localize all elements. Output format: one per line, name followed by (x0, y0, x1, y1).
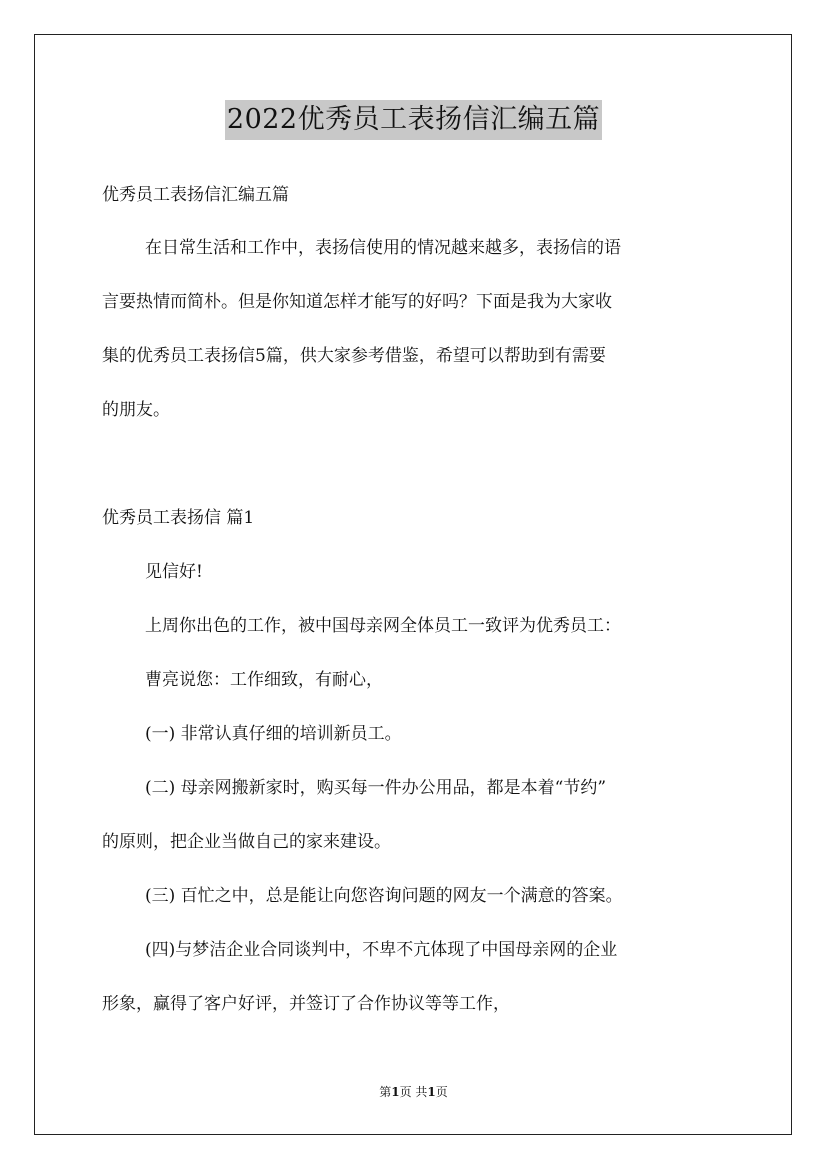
intro-line-2: 言要热情而简朴。但是你知道怎样才能写的好吗？下面是我为大家收 (102, 292, 612, 312)
letter-item-3: (三) 百忙之中，总是能让向您咨询问题的网友一个满意的答案。 (145, 886, 623, 906)
title-container (0, 100, 827, 140)
document-title: 2022优秀员工表扬信汇编五篇 (225, 100, 602, 140)
intro-line-3: 集的优秀员工表扬信5篇，供大家参考借鉴，希望可以帮助到有需要 (102, 346, 606, 366)
footer-page-number: 1 (391, 1085, 400, 1099)
document-subtitle: 优秀员工表扬信汇编五篇 (102, 185, 289, 205)
footer-mid: 页 共 (399, 1085, 428, 1099)
intro-line-1: 在日常生活和工作中，表扬信使用的情况越来越多，表扬信的语 (145, 238, 621, 258)
footer-suffix: 页 (435, 1085, 448, 1099)
letter-item-4-cont: 形象，赢得了客户好评，并签订了合作协议等等工作， (102, 994, 510, 1014)
section-heading: 优秀员工表扬信 篇1 (102, 508, 255, 528)
letter-line-1: 上周你出色的工作，被中国母亲网全体员工一致评为优秀员工： (145, 616, 621, 636)
letter-item-2-cont: 的原则，把企业当做自己的家来建设。 (102, 832, 391, 852)
footer-prefix: 第 (379, 1085, 392, 1099)
letter-item-1: (一) 非常认真仔细的培训新员工。 (145, 724, 402, 744)
letter-item-4: (四)与梦洁企业合同谈判中，不卑不亢体现了中国母亲网的企业 (145, 940, 618, 960)
letter-item-2: (二) 母亲网搬新家时，购买每一件办公用品，都是本着“节约” (145, 778, 607, 798)
page-footer (0, 1084, 827, 1100)
letter-line-2: 曹亮说您：工作细致，有耐心， (145, 670, 383, 690)
letter-greeting: 见信好! (145, 562, 203, 582)
intro-line-4: 的朋友。 (102, 400, 170, 420)
footer-total-pages: 1 (427, 1085, 436, 1099)
